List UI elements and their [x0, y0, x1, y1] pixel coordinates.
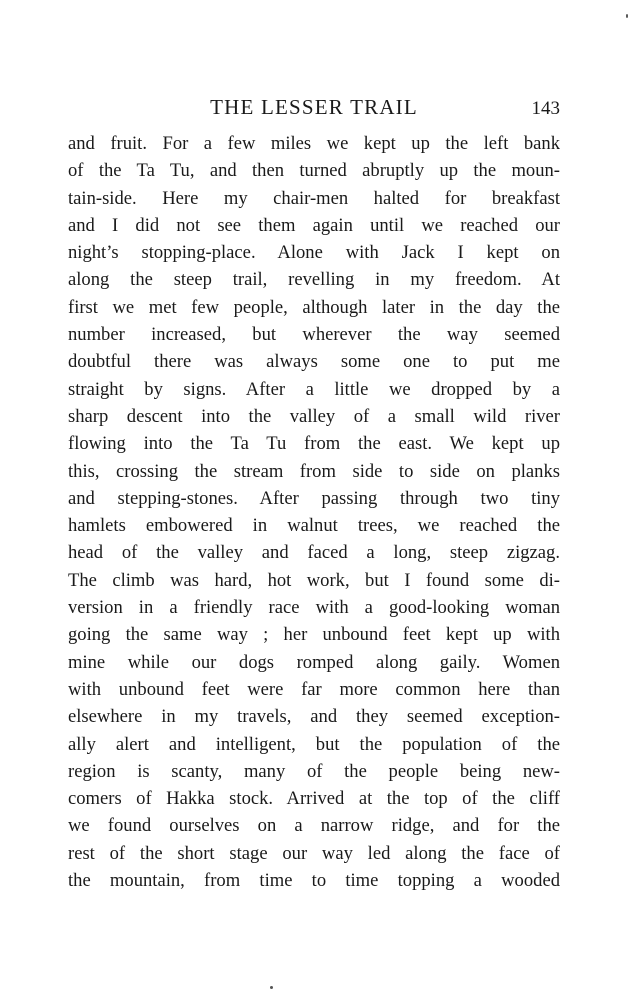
running-head — [68, 94, 560, 120]
text-line: hamlets embowered in walnut trees, we reached the — [68, 515, 560, 537]
body-text — [68, 130, 560, 894]
running-title: THE LESSER TRAIL — [210, 95, 418, 119]
text-line: rest of the short stage our way led along the face of — [68, 842, 560, 864]
text-line: we found ourselves on a narrow ridge, and for the — [68, 815, 560, 837]
text-line: mine while our dogs romped along gaily. Women — [68, 651, 560, 673]
scan-speck — [626, 14, 628, 18]
text-line: The climb was hard, hot work, but I found some di- — [68, 569, 560, 591]
text-line: and stepping-stones. After passing through two tiny — [68, 487, 560, 509]
text-line: flowing into the Ta Tu from the east. We kept up — [68, 433, 560, 455]
text-line: night’s stopping-place. Alone with Jack I kept on — [68, 242, 560, 264]
text-line: ally alert and intelligent, but the population of the — [68, 733, 560, 755]
text-line: tain-side. Here my chair-men halted for breakfast — [68, 187, 560, 209]
page-number: 143 — [531, 98, 560, 119]
text-line: with unbound feet were far more common here than — [68, 678, 560, 700]
text-line: of the Ta Tu, and then turned abruptly up the moun- — [68, 160, 560, 182]
scan-speck — [270, 986, 273, 989]
text-line: the mountain, from time to time topping a wooded — [68, 870, 560, 892]
text-line: elsewhere in my travels, and they seemed exception- — [68, 706, 560, 728]
text-line: comers of Hakka stock. Arrived at the top of the cliff — [68, 788, 560, 810]
text-line: along the steep trail, revelling in my freedom. At — [68, 269, 560, 291]
text-line: number increased, but wherever the way seemed — [68, 324, 560, 346]
text-line: version in a friendly race with a good-looking woman — [68, 597, 560, 619]
text-line: head of the valley and faced a long, steep zigzag. — [68, 542, 560, 564]
text-line: going the same way ; her unbound feet kept up with — [68, 624, 560, 646]
text-line: first we met few people, although later in the day the — [68, 296, 560, 318]
text-line: and I did not see them again until we reached our — [68, 214, 560, 236]
text-line: straight by signs. After a little we dropped by a — [68, 378, 560, 400]
text-line: this, crossing the stream from side to side on planks — [68, 460, 560, 482]
text-line: and fruit. For a few miles we kept up the left bank — [68, 133, 560, 154]
text-line: sharp descent into the valley of a small wild river — [68, 405, 560, 427]
text-line: region is scanty, many of the people being new- — [68, 760, 560, 782]
text-line: doubtful there was always some one to put me — [68, 351, 560, 373]
